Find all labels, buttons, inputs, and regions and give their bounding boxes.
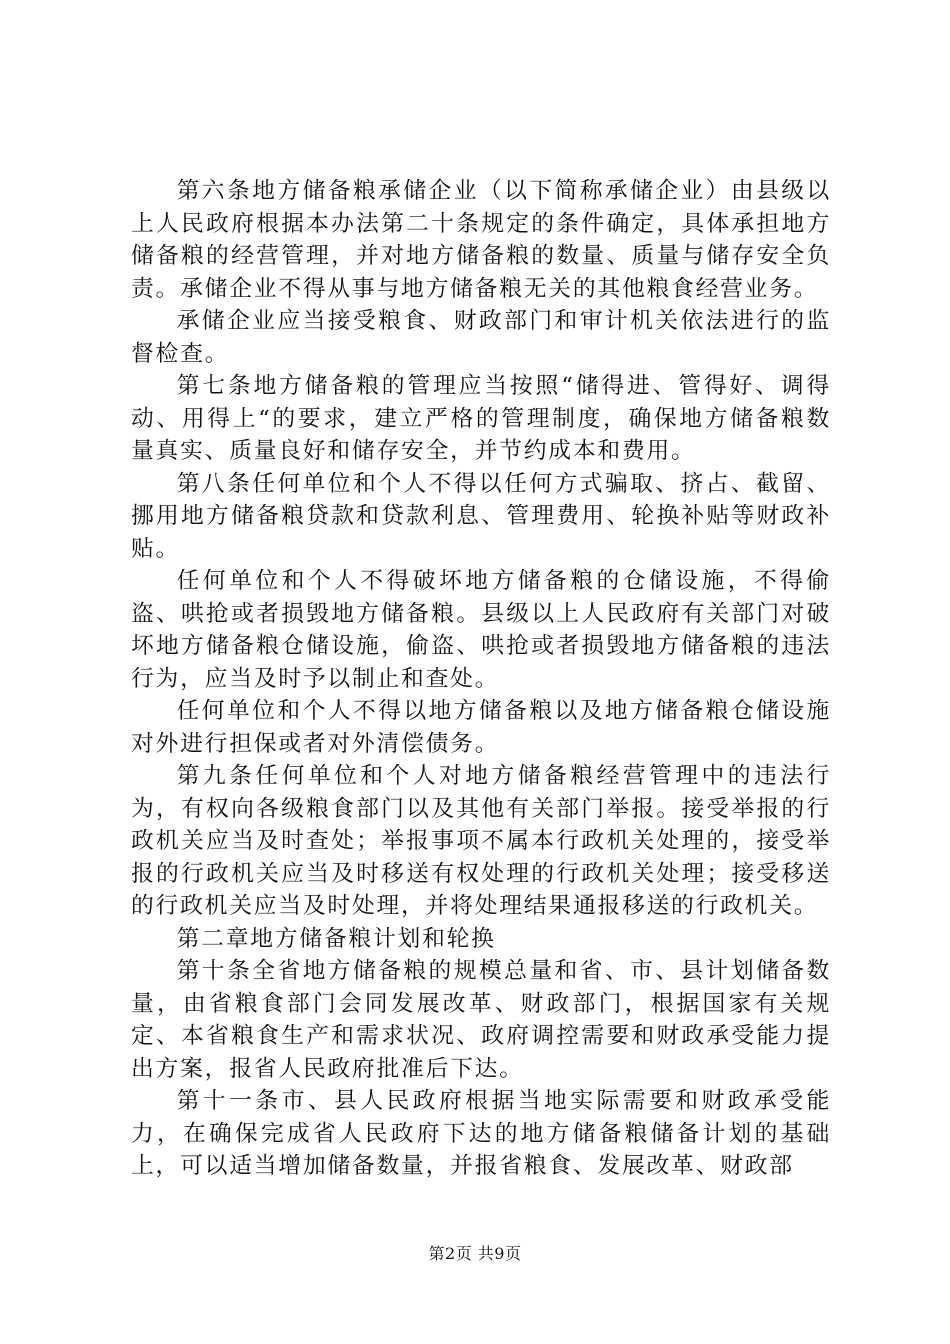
document-body — [131, 175, 831, 1183]
chapter-heading: 第二章地方储备粮计划和轮换 — [176, 925, 496, 952]
paragraph-article-7: 第七条地方储备粮的管理应当按照“储得进、管得好、调得动、用得上“的要求，建立严格的管理制度，确保地方储备粮数量真实、质量良好和储存安全，并节约成本和费用。 — [131, 373, 831, 464]
paragraph-article-10: 第十条全省地方储备粮的规模总量和省、市、县计划储备数量，由省粮食部门会同发展改革、财政部门，根据国家有关规定、本省粮食生产和需求状况、政府调控需要和财政承受能力提出方案，报省人民政府批准后下达。 — [131, 958, 831, 1082]
paragraph-facility-protection: 任何单位和个人不得破坏地方储备粮的仓储设施，不得偷盗、哄抢或者损毁地方储备粮。县级以上人民政府有关部门对破坏地方储备粮仓储设施，偷盗、哄抢或者损毁地方储备粮的违法行为，应当及时予以制止和查处。 — [131, 568, 831, 692]
paragraph-article-9: 第九条任何单位和个人对地方储备粮经营管理中的违法行为，有权向各级粮食部门以及其他有关部门举报。接受举报的行政机关应当及时查处；举报事项不属本行政机关处理的，接受举报的行政机关应当及时移送有权处理的行政机关处理；接受移送的行政机关应当及时处理，并将处理结果通报移送的行政机关。 — [131, 763, 831, 919]
page-number-footer: 第2页 共9页 — [428, 1244, 522, 1263]
paragraph-supervision: 承储企业应当接受粮食、财政部门和审计机关依法进行的监督检查。 — [131, 308, 831, 367]
paragraph-article-6: 第六条地方储备粮承储企业（以下简称承储企业）由县级以上人民政府根据本办法第二十条规定的条件确定，具体承担地方储备粮的经营管理，并对地方储备粮的数量、质量与储存安全负责。承储企业不得从事与地方储备粮无关的其他粮食经营业务。 — [131, 178, 831, 302]
paragraph-article-11: 第十一条市、县人民政府根据当地实际需要和财政承受能力，在确保完成省人民政府下达的地方储备粮储备计划的基础上，可以适当增加储备数量，并报省粮食、发展改革、财政部 — [131, 1088, 831, 1179]
paragraph-article-8: 第八条任何单位和个人不得以任何方式骗取、挤占、截留、挪用地方储备粮贷款和贷款利息、管理费用、轮换补贴等财政补贴。 — [131, 470, 831, 562]
paragraph-no-guarantee: 任何单位和个人不得以地方储备粮以及地方储备粮仓储设施对外进行担保或者对外清偿债务。 — [131, 698, 831, 757]
